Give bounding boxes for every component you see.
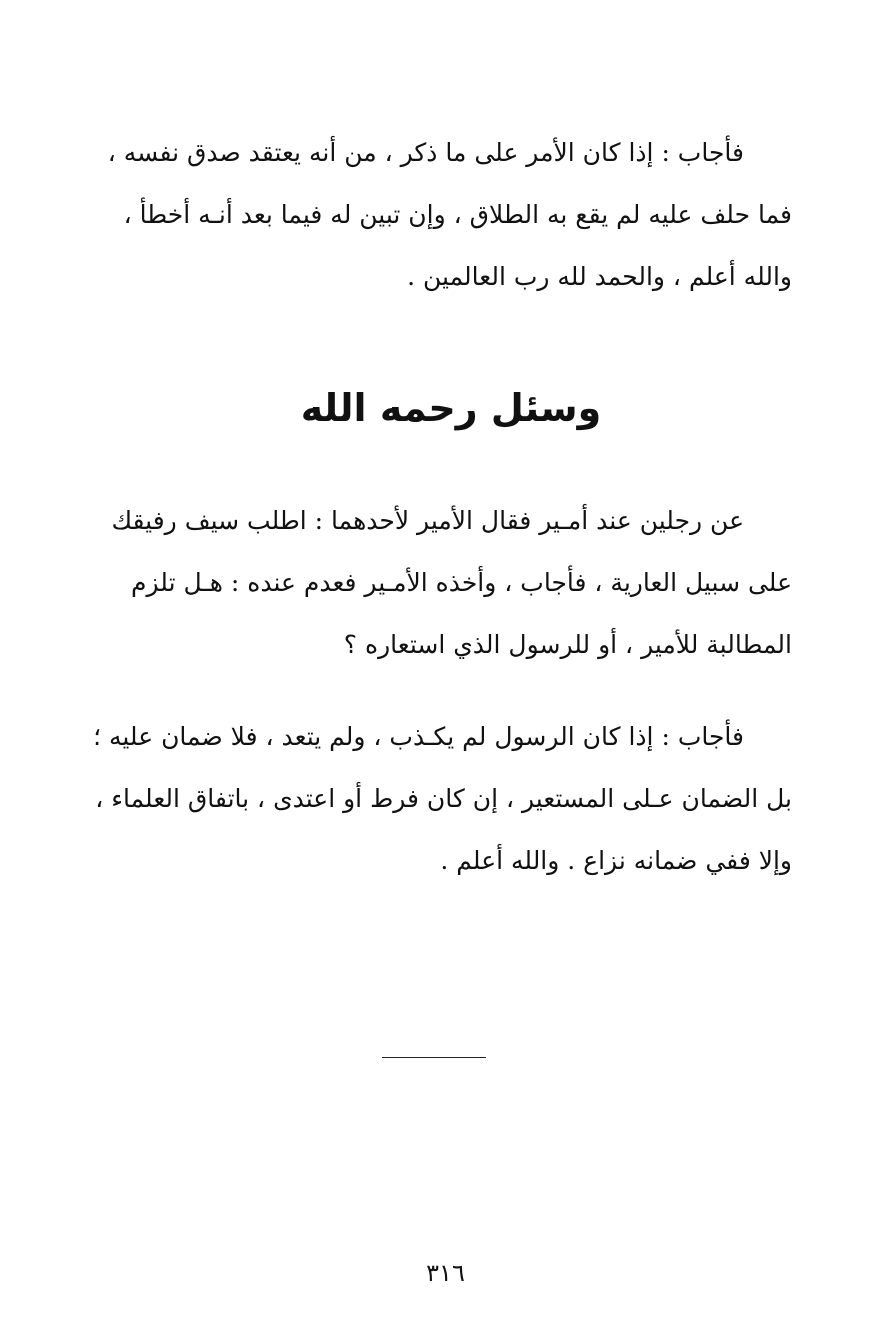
- text-line: المطالبة للأمير ، أو للرسول الذي استعاره ؟: [343, 630, 792, 659]
- text-line: فما حلف عليه لم يقع به الطلاق ، وإن تبين له فيما بعد أنـه أخطأ ،: [123, 200, 792, 229]
- text-line: عن رجلين عند أمـير فقال الأمير لأحدهما : اطلب سيف رفيقك: [111, 506, 744, 535]
- text-line: على سبيل العارية ، فأجاب ، وأخذه الأمـير فعدم عنده : هـل تلزم: [131, 568, 792, 597]
- text-line: فأجاب : إذا كان الأمر على ما ذكر ، من أنه يعتقد صدق نفسه ،: [107, 138, 744, 167]
- page-number: ٣١٦: [426, 1259, 465, 1287]
- text-line: فأجاب : إذا كان الرسول لم يكـذب ، ولم يتعد ، فلا ضمان عليه ؛: [93, 722, 744, 751]
- end-divider: [382, 1057, 486, 1058]
- answer-paragraph-1: [70, 122, 792, 308]
- text-line: بل الضمان عـلى المستعير ، إن كان فرط أو اعتدى ، باتفاق العلماء ،: [95, 784, 792, 813]
- text-line: وإلا ففي ضمانه نزاع . والله أعلم .: [440, 846, 792, 875]
- section-heading: وسئل رحمه الله: [300, 386, 602, 430]
- answer-paragraph-2: [70, 706, 792, 892]
- question-paragraph: [70, 490, 792, 676]
- text-line: والله أعلم ، والحمد لله رب العالمين .: [407, 262, 792, 291]
